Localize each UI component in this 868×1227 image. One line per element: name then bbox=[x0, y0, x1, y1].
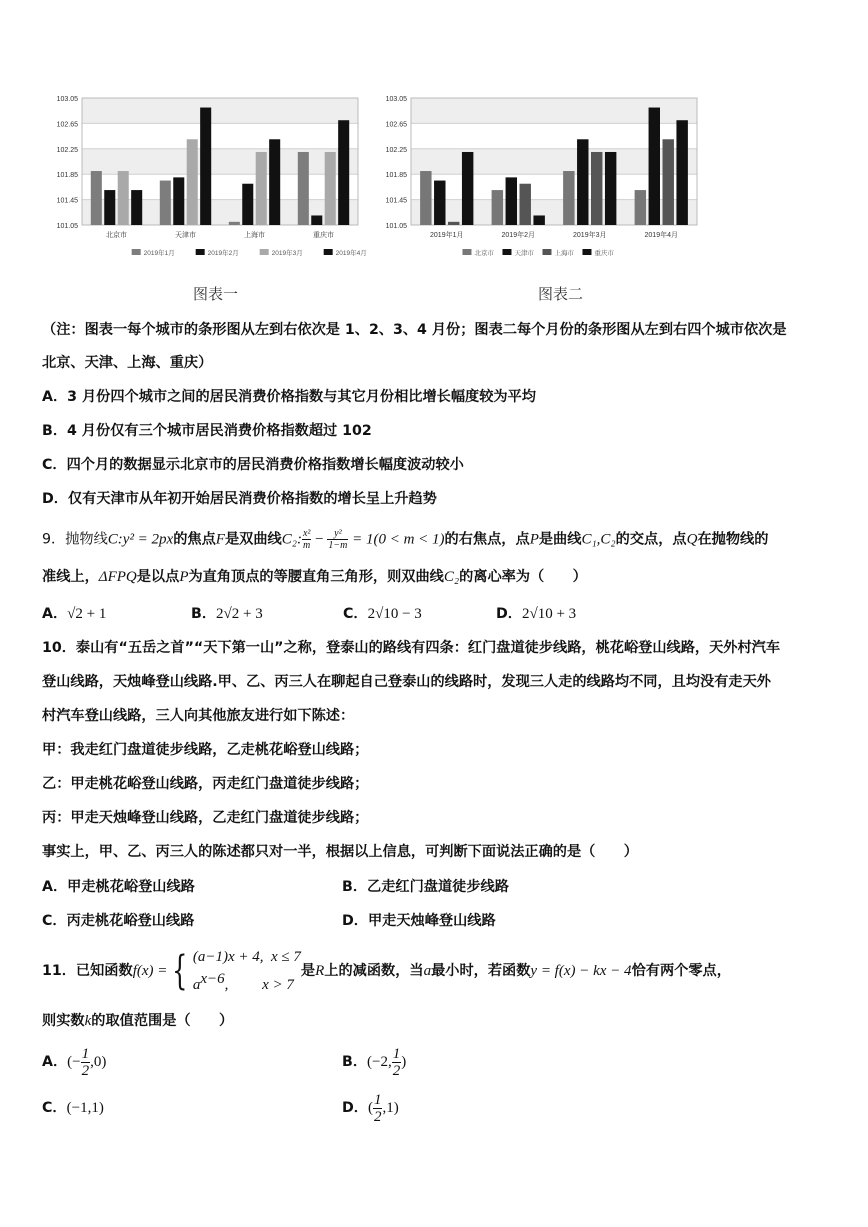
bar bbox=[200, 108, 211, 225]
q11-stem-line-2 bbox=[42, 1011, 838, 1031]
q9-text: 在抛物线的 bbox=[697, 531, 769, 548]
q9-text: 为直角顶点的等腰直角三角形，则双曲线 bbox=[188, 569, 444, 585]
bar bbox=[160, 181, 171, 225]
chart-one bbox=[46, 90, 366, 264]
q11-number: 11．已知函数 bbox=[42, 963, 133, 979]
q11-option-a bbox=[42, 1044, 106, 1080]
chart-one-caption: 图表一 bbox=[193, 287, 239, 303]
note-line-1: （注：图表一每个城市的条形图从左到右依次是 1、2、3、4 月份；图表二每个月份的条形图从左到右四个城市依次是 bbox=[42, 322, 787, 338]
bar bbox=[298, 152, 309, 225]
q9-curves: C₁,C₂ bbox=[581, 531, 616, 548]
q11-piece-1 bbox=[193, 946, 301, 968]
bar bbox=[173, 177, 184, 225]
bar bbox=[256, 152, 267, 225]
legend-swatch bbox=[260, 249, 269, 255]
q9-equation: = 1(0 < m < 1) bbox=[348, 531, 445, 548]
q11-text: 是 bbox=[300, 963, 316, 979]
legend-swatch bbox=[542, 249, 551, 255]
q9-text: 是以点 bbox=[136, 569, 180, 585]
bar bbox=[591, 152, 602, 225]
q11-k: k bbox=[84, 1013, 92, 1029]
legend-swatch bbox=[502, 249, 511, 255]
grid-band bbox=[82, 98, 358, 123]
bar bbox=[338, 120, 349, 225]
q10-line-3: 村汽车登山线路，三人向其他旅友进行如下陈述： bbox=[42, 708, 355, 724]
y-tick-label: 101.85 bbox=[385, 172, 407, 180]
bar bbox=[605, 152, 616, 225]
option-label: B． bbox=[191, 606, 217, 622]
bar bbox=[663, 139, 674, 225]
x-tick-label: 2019年3月 bbox=[573, 232, 607, 239]
x-tick-label: 2019年2月 bbox=[501, 232, 535, 239]
q9-point-p: P bbox=[179, 569, 189, 585]
q9-text: 准线上， bbox=[42, 569, 99, 585]
piece-expr: (a−1)x + 4, bbox=[192, 949, 264, 965]
y-tick-label: 103.05 bbox=[56, 96, 78, 103]
q9-text: 的右焦点，点 bbox=[444, 531, 530, 548]
option-value: (−2, bbox=[367, 1054, 392, 1070]
y-tick-label: 103.05 bbox=[385, 96, 407, 103]
q11-r: R bbox=[315, 963, 325, 979]
q10-option-b: B．乙走红门盘道徒步线路 bbox=[342, 879, 509, 895]
option-label: C． bbox=[343, 606, 368, 622]
q9-point-p: P bbox=[529, 531, 539, 548]
q10-line-6: 丙：甲走天烛峰登山线路，乙走红门盘道徒步线路； bbox=[42, 810, 369, 826]
bar bbox=[131, 190, 142, 225]
q9-number: 9．抛物线 bbox=[42, 531, 108, 548]
q11-a: a bbox=[423, 963, 432, 979]
frac-den: 2 bbox=[81, 1062, 90, 1079]
q10-line-4: 甲：我走红门盘道徒步线路，乙走桃花峪登山线路； bbox=[42, 742, 369, 758]
frac-num: y² bbox=[327, 528, 348, 540]
option-value: 2√10 + 3 bbox=[521, 606, 577, 622]
bar bbox=[242, 184, 253, 225]
q8-option-b: B．4 月份仅有三个城市居民消费价格指数超过 102 bbox=[42, 423, 372, 439]
q9-option-c bbox=[343, 603, 422, 623]
option-label: C． bbox=[42, 1100, 67, 1116]
q9-option-a bbox=[42, 603, 106, 623]
frac-den: 1−m bbox=[328, 540, 348, 551]
piece-cond: x ≤ 7 bbox=[270, 949, 301, 965]
bar bbox=[420, 171, 431, 225]
q11-text: 上的减函数，当 bbox=[324, 963, 424, 979]
q9-option-b bbox=[191, 603, 263, 623]
x-tick-label: 天津市 bbox=[175, 232, 196, 239]
q11-function-g: y = f(x) − kx − 4 bbox=[530, 963, 632, 979]
legend-swatch bbox=[324, 249, 333, 255]
q9-text: 的交点，点 bbox=[615, 531, 687, 548]
legend-label: 2019年1月 bbox=[143, 250, 175, 257]
q9-stem-line-1 bbox=[42, 528, 838, 551]
q11-piece-2 bbox=[193, 968, 301, 996]
bar bbox=[448, 222, 459, 225]
option-label: D． bbox=[342, 1100, 368, 1116]
q9-point-f: F bbox=[215, 531, 225, 548]
bar bbox=[104, 190, 115, 225]
q8-option-c: C．四个月的数据显示北京市的居民消费价格指数增长幅度波动较小 bbox=[42, 457, 464, 473]
q9-frac-y bbox=[327, 528, 348, 551]
bar bbox=[506, 177, 517, 225]
legend-label: 天津市 bbox=[514, 250, 534, 257]
q11-text: 恰有两个零点， bbox=[631, 963, 731, 979]
x-tick-label: 2019年1月 bbox=[430, 232, 464, 239]
option-value: ) bbox=[401, 1054, 407, 1070]
option-value: ,1) bbox=[382, 1100, 399, 1116]
bar bbox=[434, 181, 445, 225]
q8-option-d: D．仅有天津市从年初开始居民消费价格指数的增长呈上升趋势 bbox=[42, 491, 437, 507]
bar bbox=[520, 184, 531, 225]
q11-stem-line-1 bbox=[42, 946, 838, 994]
x-tick-label: 2019年4月 bbox=[644, 232, 678, 239]
bar bbox=[492, 190, 503, 225]
bar bbox=[187, 139, 198, 225]
q11-text: 最小时，若函数 bbox=[431, 963, 531, 979]
q11-function: f(x) = bbox=[132, 963, 168, 979]
frac-num: x² bbox=[302, 528, 311, 539]
bar bbox=[649, 108, 660, 225]
x-tick-label: 北京市 bbox=[106, 232, 127, 239]
q10-line-2: 登山线路，天烛峰登山线路.甲、乙、丙三人在聊起自己登泰山的线路时，发现三人走的线路均不同，且均没有走天外 bbox=[42, 674, 771, 690]
q9-text: 是双曲线 bbox=[224, 531, 282, 548]
q11-option-b bbox=[342, 1044, 406, 1080]
legend-label: 北京市 bbox=[474, 250, 494, 257]
y-tick-label: 102.65 bbox=[385, 121, 407, 129]
q11-piecewise bbox=[193, 946, 301, 996]
option-value: 2√2 + 3 bbox=[216, 606, 263, 622]
legend-swatch bbox=[132, 249, 141, 255]
frac-num: 1 bbox=[81, 1045, 90, 1062]
piece-expr: a bbox=[192, 977, 201, 993]
half-fraction bbox=[81, 1046, 91, 1079]
note-line-2: 北京、天津、上海、重庆） bbox=[42, 355, 213, 371]
legend-swatch bbox=[582, 249, 591, 255]
option-label: A． bbox=[42, 606, 68, 622]
option-value: 2√10 − 3 bbox=[367, 606, 422, 622]
q10-option-d: D．甲走天烛峰登山线路 bbox=[342, 913, 496, 929]
q9-frac-x bbox=[302, 528, 311, 551]
chart-one-svg bbox=[46, 90, 366, 260]
legend-swatch bbox=[462, 249, 471, 255]
y-tick-label: 101.45 bbox=[385, 197, 407, 205]
q10-option-a: A．甲走桃花峪登山线路 bbox=[42, 879, 195, 895]
piece-comma: , bbox=[224, 977, 229, 993]
q11-option-d bbox=[342, 1090, 399, 1126]
option-value: (−1,1) bbox=[66, 1100, 104, 1116]
bar bbox=[563, 171, 574, 225]
q9-text: 是曲线 bbox=[538, 531, 582, 548]
legend-label: 2019年2月 bbox=[207, 250, 239, 257]
legend-label: 上海市 bbox=[554, 250, 574, 257]
bar bbox=[635, 190, 646, 225]
grid-band bbox=[82, 149, 358, 174]
q9-point-q: Q bbox=[686, 531, 698, 548]
q9-text: 的离心率为（ ） bbox=[459, 569, 587, 585]
q11-text: 则实数 bbox=[42, 1013, 85, 1029]
option-label: B． bbox=[342, 1054, 368, 1070]
x-tick-label: 上海市 bbox=[244, 232, 265, 239]
option-label: D． bbox=[496, 606, 522, 622]
piece-exponent: x−6 bbox=[200, 971, 225, 987]
bar bbox=[269, 139, 280, 225]
q9-stem-line-2 bbox=[42, 567, 838, 587]
option-value: (− bbox=[67, 1054, 81, 1070]
option-label: A． bbox=[42, 1054, 68, 1070]
q8-option-a: A．3 月份四个城市之间的居民消费价格指数与其它月份相比增长幅度较为平均 bbox=[42, 389, 536, 405]
y-tick-label: 101.45 bbox=[56, 197, 78, 205]
y-tick-label: 101.05 bbox=[385, 223, 407, 230]
y-tick-label: 102.65 bbox=[56, 121, 78, 129]
y-tick-label: 102.25 bbox=[56, 146, 78, 154]
q10-line-7: 事实上，甲、乙、丙三人的陈述都只对一半，根据以上信息，可判断下面说法正确的是（ ） bbox=[42, 844, 638, 860]
bar bbox=[229, 222, 240, 225]
q9-option-d bbox=[496, 603, 576, 623]
q10-line-1: 10．泰山有“五岳之首”“天下第一山”之称，登泰山的路线有四条：红门盘道徒步线路，桃花峪登山线路，天外村汽车 bbox=[42, 640, 781, 656]
bar bbox=[118, 171, 129, 225]
frac-den: m bbox=[303, 540, 311, 551]
minus-sign: − bbox=[311, 531, 328, 548]
bar bbox=[676, 120, 687, 225]
bar bbox=[577, 139, 588, 225]
bar bbox=[311, 215, 322, 225]
y-tick-label: 102.25 bbox=[385, 146, 407, 154]
q11-option-c bbox=[42, 1090, 104, 1126]
frac-den: 2 bbox=[392, 1062, 401, 1079]
frac-num: 1 bbox=[392, 1045, 401, 1062]
option-value: ( bbox=[367, 1100, 373, 1116]
frac-num: 1 bbox=[373, 1091, 382, 1108]
option-value: ,0) bbox=[90, 1054, 107, 1070]
y-tick-label: 101.05 bbox=[56, 223, 78, 230]
bar bbox=[462, 152, 473, 225]
legend-label: 重庆市 bbox=[594, 250, 614, 257]
half-fraction bbox=[392, 1046, 402, 1079]
legend-swatch bbox=[196, 249, 205, 255]
chart-two bbox=[375, 90, 705, 264]
bar bbox=[533, 215, 544, 225]
legend-label: 2019年3月 bbox=[271, 250, 303, 257]
chart-two-caption: 图表二 bbox=[538, 287, 584, 303]
bar bbox=[325, 152, 336, 225]
q10-line-5: 乙：甲走桃花峪登山线路，丙走红门盘道徒步线路； bbox=[42, 776, 369, 792]
q9-hyperbola-label: C₂: bbox=[281, 531, 302, 548]
bar bbox=[91, 171, 102, 225]
q10-option-c: C．丙走桃花峪登山线路 bbox=[42, 913, 195, 929]
y-tick-label: 101.85 bbox=[56, 172, 78, 180]
option-value: √2 + 1 bbox=[67, 606, 107, 622]
chart-two-svg bbox=[375, 90, 705, 260]
q9-triangle: ΔFPQ bbox=[98, 569, 137, 585]
q11-text: 的取值范围是（ ） bbox=[91, 1013, 234, 1029]
piece-cond: x > 7 bbox=[262, 977, 294, 993]
q9-parabola: C:y² = 2px bbox=[107, 531, 174, 548]
q9-text: 的焦点 bbox=[173, 531, 216, 548]
left-brace-icon: { bbox=[172, 948, 188, 994]
frac-den: 2 bbox=[373, 1108, 382, 1125]
q9-hyperbola-label: C₂ bbox=[443, 569, 460, 585]
legend-label: 2019年4月 bbox=[335, 250, 366, 257]
x-tick-label: 重庆市 bbox=[313, 232, 334, 239]
